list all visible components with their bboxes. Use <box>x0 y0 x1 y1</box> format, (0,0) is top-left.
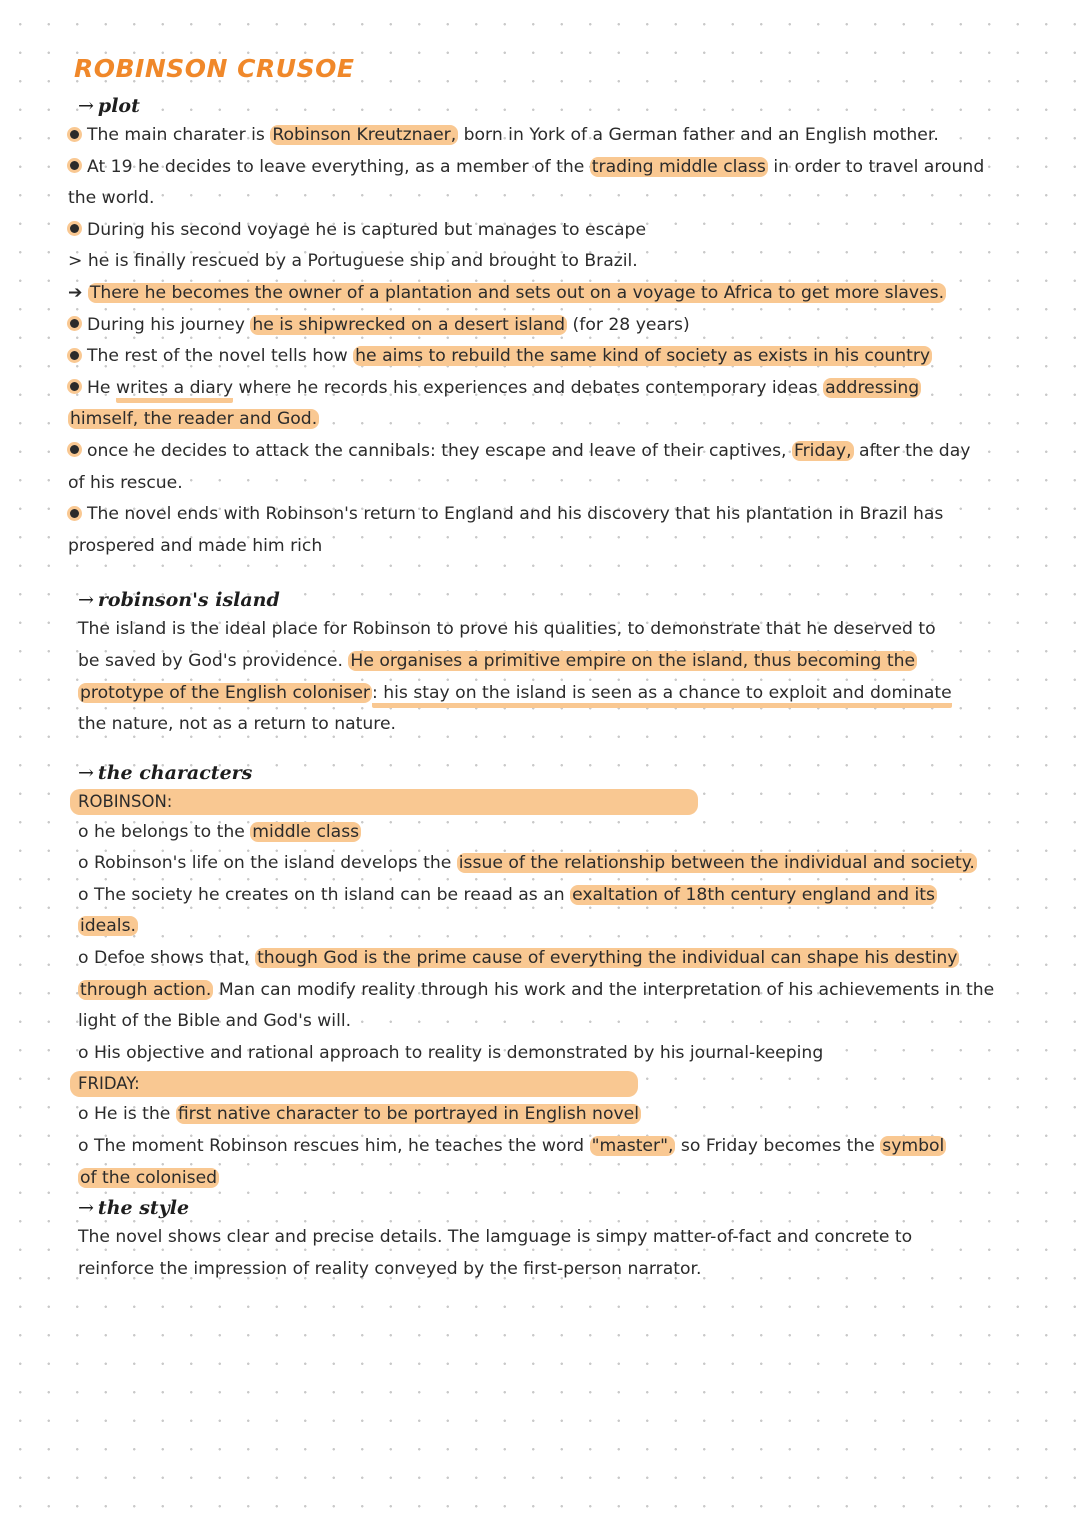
characters-section <box>68 759 1028 1195</box>
plot-heading: → plot <box>78 95 140 117</box>
island-section <box>68 586 1028 740</box>
robinson-label: ROBINSON: <box>70 789 698 815</box>
style-section <box>68 1194 1028 1285</box>
robinson-line-5: o Defoe shows that, though God is the prime cause of everything the individual can shape his destiny <box>78 948 958 969</box>
robinson-line-2: o Robinson's life on the island develops the issue of the relationship between the individual and society. <box>78 853 975 874</box>
friday-label: FRIDAY: <box>70 1071 638 1097</box>
island-line-1: The island is the ideal place for Robinson to prove his qualities, to demonstrate that he deserved to <box>78 619 936 640</box>
plot-line-6: ➔ There he becomes the owner of a plantation and sets out on a voyage to Africa to get more slaves. <box>68 282 945 303</box>
page-title: ROBINSON CRUSOE <box>74 54 355 83</box>
plot-line-5: > he is finally rescued by a Portuguese ship and brought to Brazil. <box>68 251 638 272</box>
plot-line-12: of his rescue. <box>68 472 183 493</box>
island-heading: → robinson's island <box>78 589 280 612</box>
bullet-icon <box>70 509 79 518</box>
bullet-icon <box>70 351 79 360</box>
plot-line-3: the world. <box>68 188 155 209</box>
notes-page <box>68 52 1028 1285</box>
bullet-icon <box>70 382 79 391</box>
arrow-icon: → <box>78 1197 94 1220</box>
arrow-icon: → <box>78 589 94 612</box>
bullet-icon <box>70 130 79 139</box>
plot-section <box>68 92 1028 562</box>
bullet-icon <box>70 445 79 454</box>
bullet-icon <box>70 224 79 233</box>
plot-line-7: During his journey he is shipwrecked on a desert island (for 28 years) <box>68 310 1028 342</box>
robinson-line-7: light of the Bible and God's will. <box>78 1011 352 1032</box>
island-line-2: be saved by God's providence. He organises a primitive empire on the island, thus becoming the <box>78 650 916 671</box>
plot-line-11: once he decides to attack the cannibals: they escape and leave of their captives, Friday, after the day <box>68 436 1028 468</box>
style-heading: → the style <box>78 1197 190 1220</box>
bullet-icon <box>70 319 79 328</box>
plot-line-4: During his second voyage he is captured but manages to escape <box>68 215 1028 247</box>
island-line-3: prototype of the English coloniser : his stay on the island is seen as a chance to exploit and dominate <box>78 678 1028 710</box>
friday-line-1: o He is the first native character to be portrayed in English novel <box>78 1104 639 1125</box>
arrow-icon: → <box>78 761 94 784</box>
robinson-line-3: o The society he creates on th island can be reaad as an exaltation of 18th century england and its <box>78 884 935 905</box>
style-line-1: The novel shows clear and precise details. The lamguage is simpy matter-of-fact and concrete to <box>78 1227 913 1248</box>
plot-line-2: At 19 he decides to leave everything, as a member of the trading middle class in order to travel around <box>68 152 1028 184</box>
friday-line-2: o The moment Robinson rescues him, he teaches the word "master", so Friday becomes the symbol <box>78 1136 945 1157</box>
plot-line-1: The main charater is Robinson Kreutznaer, born in York of a German father and an English mother. <box>68 120 1028 152</box>
island-line-4: the nature, not as a return to nature. <box>78 714 396 735</box>
friday-line-3: of the colonised <box>80 1167 218 1188</box>
plot-line-13: The novel ends with Robinson's return to England and his discovery that his plantation in Brazil has <box>68 499 1028 531</box>
style-line-2: reinforce the impression of reality conveyed by the first-person narrator. <box>78 1258 702 1279</box>
robinson-line-4: ideals. <box>80 916 136 937</box>
robinson-line-6: through action. Man can modify reality through his work and the interpretation of his achievements in the <box>80 979 995 1000</box>
plot-line-10: himself, the reader and God. <box>70 409 318 430</box>
arrow-icon: → <box>78 95 94 117</box>
plot-line-9: He writes a diary where he records his experiences and debates contemporary ideas addressing <box>68 373 1028 405</box>
characters-heading: → the characters <box>78 761 253 784</box>
bullet-icon <box>70 161 79 170</box>
plot-line-14: prospered and made him rich <box>68 535 323 556</box>
robinson-line-1: o he belongs to the middle class <box>78 821 360 842</box>
robinson-line-8: o His objective and rational approach to reality is demonstrated by his journal-keeping <box>78 1042 824 1063</box>
plot-line-8: The rest of the novel tells how he aims to rebuild the same kind of society as exists in his country <box>68 341 1028 373</box>
